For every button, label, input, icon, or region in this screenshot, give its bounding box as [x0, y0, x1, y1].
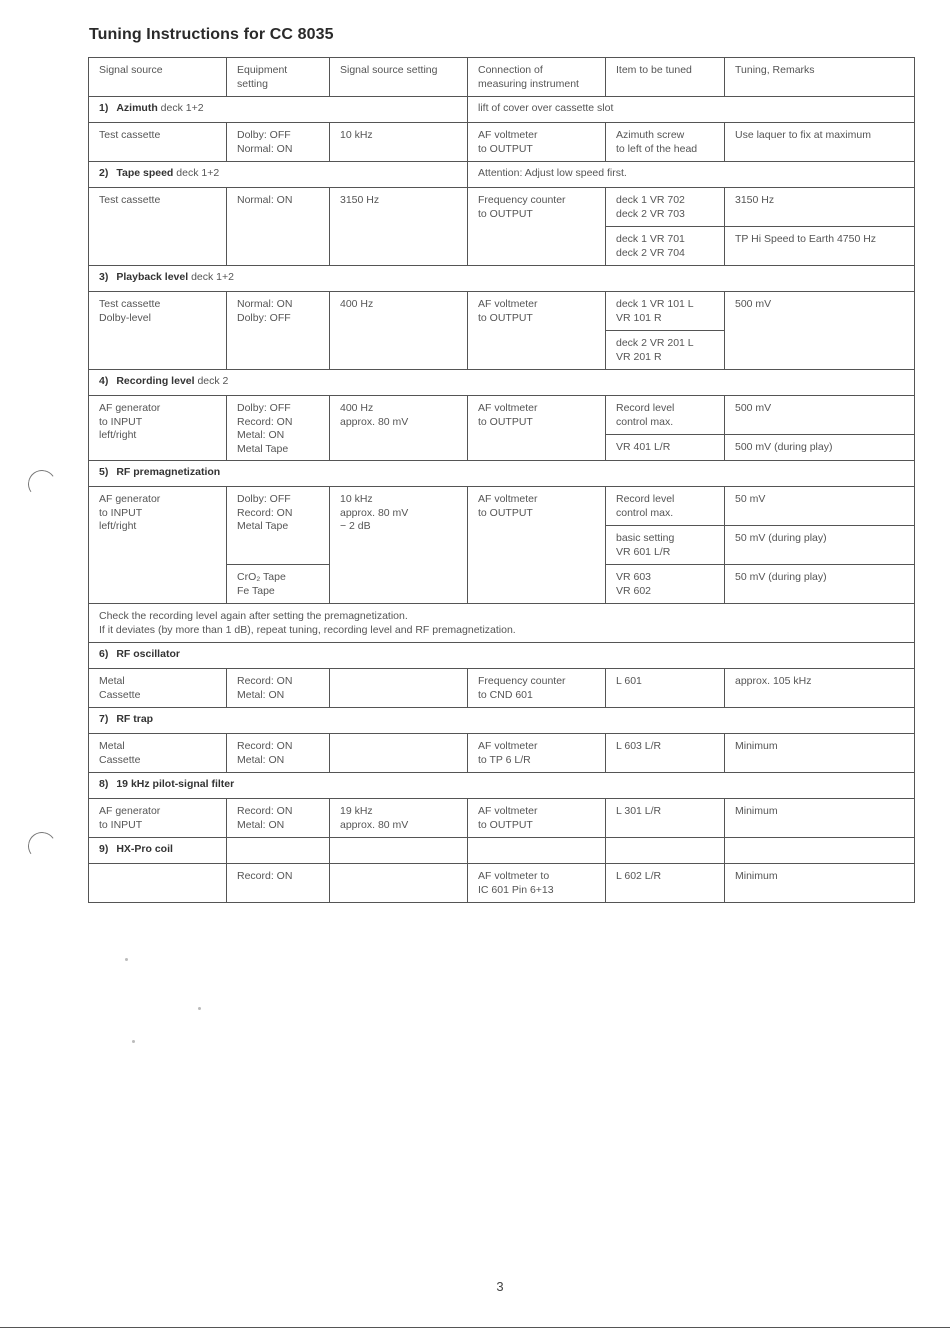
page-title: Tuning Instructions for CC 8035	[89, 26, 334, 43]
section-header-recording-level	[89, 370, 915, 396]
cell-setting: Normal: ON	[227, 188, 330, 266]
section-header-rf-oscillator	[89, 643, 915, 669]
section-label: 7) RF trap	[89, 708, 915, 734]
section-label: 3) Playback level deck 1+2	[89, 266, 915, 292]
empty-cell	[227, 838, 330, 864]
cell-item: deck 1 VR 101 L VR 101 R	[606, 292, 725, 331]
cell-remarks: Minimum	[725, 799, 915, 838]
cell-remarks: 50 mV (during play)	[725, 526, 915, 565]
section-header-rf-premagnetization	[89, 461, 915, 487]
cell-source: Test cassette Dolby-level	[89, 292, 227, 370]
cell-item: L 301 L/R	[606, 799, 725, 838]
cell-connection: AF voltmeter to IC 601 Pin 6+13	[468, 864, 606, 903]
table-row	[89, 292, 915, 331]
page-number: 3	[496, 1279, 504, 1294]
cell-remarks: Minimum	[725, 734, 915, 773]
cell-remarks: 50 mV	[725, 487, 915, 526]
section-header-pilot-signal-filter	[89, 773, 915, 799]
cell-signal: 19 kHz approx. 80 mV	[330, 799, 468, 838]
header-connection: Connection of measuring instrument	[468, 58, 606, 97]
cell-item: Azimuth screw to left of the head	[606, 123, 725, 162]
scan-speck	[198, 1007, 201, 1010]
cell-item: basic setting VR 601 L/R	[606, 526, 725, 565]
scan-speck	[132, 1040, 135, 1043]
section-label: 6) RF oscillator	[89, 643, 915, 669]
cell-source: Test cassette	[89, 123, 227, 162]
cell-connection: AF voltmeter to OUTPUT	[468, 292, 606, 370]
table-row	[89, 123, 915, 162]
cell-remarks: TP Hi Speed to Earth 4750 Hz	[725, 227, 915, 266]
cell-item: VR 603 VR 602	[606, 565, 725, 604]
section-header-tape-speed	[89, 162, 915, 188]
cell-item: Record level control max.	[606, 396, 725, 435]
cell-setting: Record: ON Metal: ON	[227, 799, 330, 838]
table-row	[89, 396, 915, 435]
cell-remarks: 500 mV (during play)	[725, 435, 915, 461]
cell-connection: AF voltmeter to TP 6 L/R	[468, 734, 606, 773]
header-signal-source: Signal source	[89, 58, 227, 97]
cell-source: AF generator to INPUT left/right	[89, 487, 227, 604]
cell-remarks: 50 mV (during play)	[725, 565, 915, 604]
cell-remarks: Minimum	[725, 864, 915, 903]
cell-remarks: 3150 Hz	[725, 188, 915, 227]
section-header-playback-level	[89, 266, 915, 292]
section-header-hx-pro-coil	[89, 838, 915, 864]
table-row	[89, 799, 915, 838]
header-equipment-setting: Equipment setting	[227, 58, 330, 97]
cell-source: AF generator to INPUT	[89, 799, 227, 838]
tuning-table	[88, 57, 915, 903]
cell-remarks: Use laquer to fix at maximum	[725, 123, 915, 162]
cell-signal: 3150 Hz	[330, 188, 468, 266]
binder-hole-mark	[26, 468, 58, 500]
empty-cell	[468, 838, 606, 864]
empty-cell	[606, 838, 725, 864]
cell-signal	[330, 734, 468, 773]
table-row	[89, 864, 915, 903]
cell-remarks: 500 mV	[725, 396, 915, 435]
cell-connection: AF voltmeter to OUTPUT	[468, 123, 606, 162]
header-remarks: Tuning, Remarks	[725, 58, 915, 97]
cell-setting: Record: ON	[227, 864, 330, 903]
cell-item: L 603 L/R	[606, 734, 725, 773]
cell-setting: Record: ON Metal: ON	[227, 669, 330, 708]
cell-connection: AF voltmeter to OUTPUT	[468, 487, 606, 604]
section-label: 4) Recording level deck 2	[89, 370, 915, 396]
cell-connection: AF voltmeter to OUTPUT	[468, 799, 606, 838]
bottom-rule	[0, 1327, 950, 1328]
header-signal-source-setting: Signal source setting	[330, 58, 468, 97]
cell-source: Metal Cassette	[89, 669, 227, 708]
cell-setting: Normal: ON Dolby: OFF	[227, 292, 330, 370]
premagnetization-note: Check the recording level again after setting the premagnetization. If it deviates (by more than 1 dB), repeat tuning, recording level and RF premagnetization.	[89, 604, 915, 643]
cell-item: L 602 L/R	[606, 864, 725, 903]
header-row	[89, 58, 915, 97]
cell-item: L 601	[606, 669, 725, 708]
cell-source: AF generator to INPUT left/right	[89, 396, 227, 461]
section-label: 1) Azimuth deck 1+2	[89, 97, 468, 123]
cell-remarks: 500 mV	[725, 292, 915, 370]
section-label: 9) HX-Pro coil	[89, 838, 227, 864]
cell-signal: 400 Hz	[330, 292, 468, 370]
cell-signal: 400 Hz approx. 80 mV	[330, 396, 468, 461]
cell-item: deck 1 VR 701 deck 2 VR 704	[606, 227, 725, 266]
table-row	[89, 669, 915, 708]
cell-source	[89, 864, 227, 903]
cell-source: Metal Cassette	[89, 734, 227, 773]
cell-item: Record level control max.	[606, 487, 725, 526]
section-label: 5) RF premagnetization	[89, 461, 915, 487]
cell-connection: Frequency counter to CND 601	[468, 669, 606, 708]
cell-item: deck 2 VR 201 L VR 201 R	[606, 331, 725, 370]
cell-setting: Dolby: OFF Record: ON Metal: ON Metal Tape	[227, 396, 330, 461]
cell-setting: Dolby: OFF Record: ON Metal Tape	[227, 487, 330, 565]
section-header-rf-trap	[89, 708, 915, 734]
section-note: lift of cover over cassette slot	[468, 97, 915, 123]
cell-signal	[330, 669, 468, 708]
table-row	[89, 487, 915, 526]
section-note: Attention: Adjust low speed first.	[468, 162, 915, 188]
cell-setting: Record: ON Metal: ON	[227, 734, 330, 773]
empty-cell	[725, 838, 915, 864]
cell-source: Test cassette	[89, 188, 227, 266]
cell-setting: CrO₂ Tape Fe Tape	[227, 565, 330, 604]
cell-item: VR 401 L/R	[606, 435, 725, 461]
binder-hole-mark	[26, 830, 58, 862]
cell-setting: Dolby: OFF Normal: ON	[227, 123, 330, 162]
empty-cell	[330, 838, 468, 864]
cell-signal	[330, 864, 468, 903]
cell-item: deck 1 VR 702 deck 2 VR 703	[606, 188, 725, 227]
cell-signal: 10 kHz approx. 80 mV − 2 dB	[330, 487, 468, 604]
header-item-to-tune: Item to be tuned	[606, 58, 725, 97]
cell-signal: 10 kHz	[330, 123, 468, 162]
section-header-azimuth	[89, 97, 915, 123]
section-label: 8) 19 kHz pilot-signal filter	[89, 773, 915, 799]
note-row	[89, 604, 915, 643]
cell-connection: AF voltmeter to OUTPUT	[468, 396, 606, 461]
cell-connection: Frequency counter to OUTPUT	[468, 188, 606, 266]
section-label: 2) Tape speed deck 1+2	[89, 162, 468, 188]
table-row	[89, 188, 915, 227]
scan-speck	[125, 958, 128, 961]
table-row	[89, 734, 915, 773]
cell-remarks: approx. 105 kHz	[725, 669, 915, 708]
